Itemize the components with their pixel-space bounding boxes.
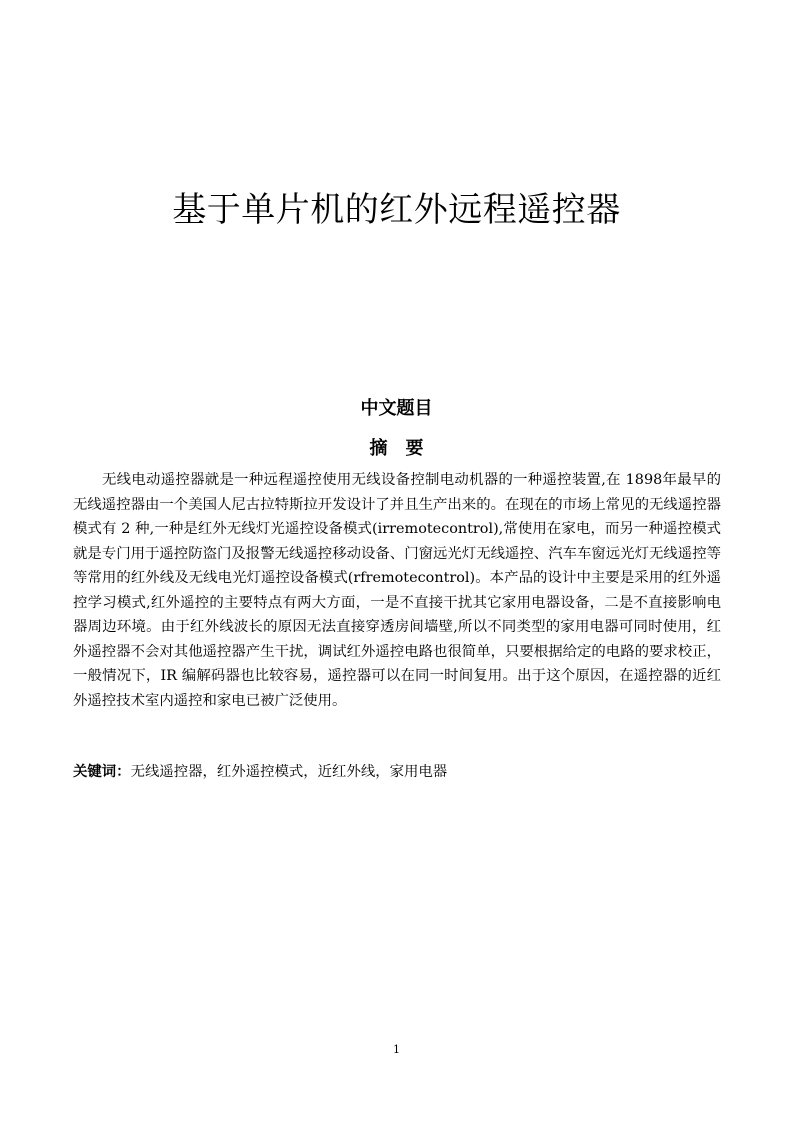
page-number: 1 xyxy=(393,1043,400,1056)
keywords-line xyxy=(73,760,721,785)
chinese-subtitle: 中文题目 xyxy=(360,398,433,419)
keywords-label: 关键词： xyxy=(73,764,131,780)
document-title: 基于单片机的红外远程遥控器 xyxy=(172,190,621,230)
abstract-paragraph: 无线电动遥控器就是一种远程遥控使用无线设备控制电动机器的一种遥控装置,在 1898年最早的无线遥控器由一个美国人尼古拉特斯拉开发设计了并且生产出来的。在现在的市场上常见的无线遥控器模式有 2 种,一种是红外无线灯光遥控设备模式(irremotecontrol),常使用在家电，而另一种遥控模式就是专门用于遥控防盗门及报警无线遥控移动设备、门窗远光灯无线遥控、汽车车窗远光灯无线遥控等等常用的红外线及无线电光灯遥控设备模式(rfremotecontrol)。本产品的设计中主要是采用的红外遥控学习模式,红外遥控的主要特点有两大方面，一是不直接干扰其它家用电器设备，二是不直接影响电器周边环境。由于红外线波长的原因无法直接穿透房间墙壁,所以不同类型的家用电器可同时使用，红外遥控器不会对其他遥控器产生干扰，调试红外遥控电路也很简单，只要根据给定的电路的要求校正，一般情况下，IR 编解码器也比较容易，遥控器可以在同一时间复用。出于这个原因，在遥控器的近红外遥控技术室内遥控和家电已被广泛使用。 xyxy=(73,472,721,709)
keywords-text: 无线遥控器，红外遥控模式，近红外线，家用电器 xyxy=(130,764,448,780)
abstract-heading: 摘要 xyxy=(369,438,442,459)
